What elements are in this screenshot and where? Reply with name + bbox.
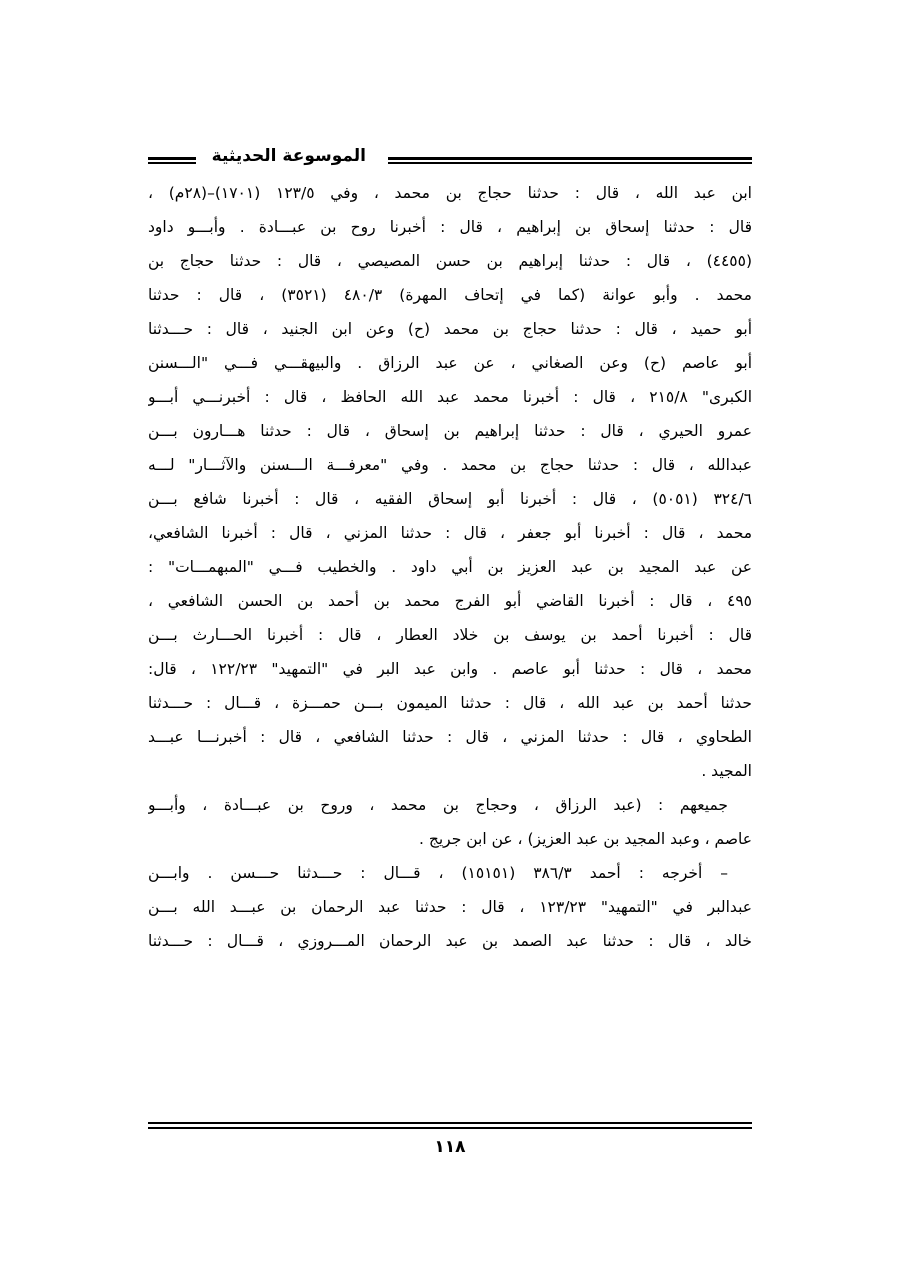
text-line: عمرو الحيري ، قال : حدثنا إبراهيم بن إسحاق ، قال : حدثنا هـــارون بـــن (148, 422, 752, 440)
paragraph-3-line: – أخرجه : أحمد ٣٨٦/٣ (١٥١٥١) ، قـــال : حـــدثنا حـــسن . وابـــن (148, 864, 729, 882)
text-line: الكبرى" ٢١٥/٨ ، قال : أخبرنا محمد عبد الله الحافظ ، قال : أخبرنـــي أبـــو (148, 388, 752, 406)
header-rule-right (388, 157, 752, 164)
paragraph-2-line: جميعهم : (عبد الرزاق ، وحجاج بن محمد ، وروح بن عبـــادة ، وأبـــو (148, 796, 728, 814)
text-line: محمد . وأبو عوانة (كما في إتحاف المهرة) ٤٨٠/٣ (٣٥٢١) ، قال : حدثنا (148, 286, 752, 304)
paragraph-2-line: عاصم ، وعبد المجيد بن عبد العزيز) ، عن ابن جريج . (418, 830, 752, 848)
text-line: ٤٩٥ ، قال : أخبرنا القاضي أبو الفرج محمد بن أحمد بن الحسن الشافعي ، (148, 592, 752, 610)
footer-rule (148, 1122, 752, 1129)
text-line: قال : أخبرنا أحمد بن يوسف بن خلاد العطار ، قال : أخبرنا الحـــارث بـــن (148, 626, 752, 644)
main-text (148, 176, 752, 958)
text-line: عن عبد المجيد بن عبد العزيز بن أبي داود . والخطيب فـــي "المبهمـــات" : (148, 558, 752, 576)
header-title: الموسوعة الحديثية (211, 146, 366, 166)
paragraph-3-line: عبدالبر في "التمهيد" ١٢٣/٢٣ ، قال : حدثنا عبد الرحمان بن عبـــد الله بـــن (148, 898, 752, 916)
paragraph-3-line: خالد ، قال : حدثنا عبد الصمد بن عبد الرحمان المـــروزي ، قـــال : حـــدثنا (148, 932, 752, 950)
page-header (148, 144, 752, 174)
text-line: المجيد . (701, 762, 752, 780)
page-number: ١١٨ (434, 1137, 466, 1157)
text-line: أبو عاصم (ح) وعن الصغاني ، عن عبد الرزاق . والبيهقـــي فـــي "الـــسنن (148, 354, 752, 372)
text-line: ٣٢٤/٦ (٥٠٥١) ، قال : أخبرنا أبو إسحاق الفقيه ، قال : أخبرنا شافع بـــن (148, 490, 752, 508)
text-line: عبدالله ، قال : حدثنا حجاج بن محمد . وفي "معرفـــة الـــسنن والآثـــار" لـــه (148, 456, 752, 474)
text-line: قال : حدثنا إسحاق بن إبراهيم ، قال : أخبرنا روح بن عبـــادة . وأبـــو داود (148, 218, 752, 236)
text-line: محمد ، قال : أخبرنا أبو جعفر ، قال : حدثنا المزني ، قال : أخبرنا الشافعي، (148, 524, 752, 542)
text-line: ابن عبد الله ، قال : حدثنا حجاج بن محمد ، وفي ١٢٣/٥ (١٧٠١)–(٢٨م) ، (148, 184, 752, 202)
text-line: أبو حميد ، قال : حدثنا حجاج بن محمد (ح) وعن ابن الجنيد ، قال : حـــدثنا (148, 320, 752, 338)
text-line: محمد ، قال : حدثنا أبو عاصم . وابن عبد البر في "التمهيد" ١٢٢/٢٣ ، قال: (148, 660, 752, 678)
text-line: حدثنا أحمد بن عبد الله ، قال : حدثنا الميمون بـــن حمـــزة ، قـــال : حـــدثنا (148, 694, 752, 712)
text-line: الطحاوي ، قال : حدثنا المزني ، قال : حدثنا الشافعي ، قال : أخبرنـــا عبـــد (148, 728, 752, 746)
text-line: (٤٤٥٥) ، قال : حدثنا إبراهيم بن حسن المصيصي ، قال : حدثنا حجاج بن (148, 252, 752, 270)
header-rule-left (148, 157, 196, 164)
